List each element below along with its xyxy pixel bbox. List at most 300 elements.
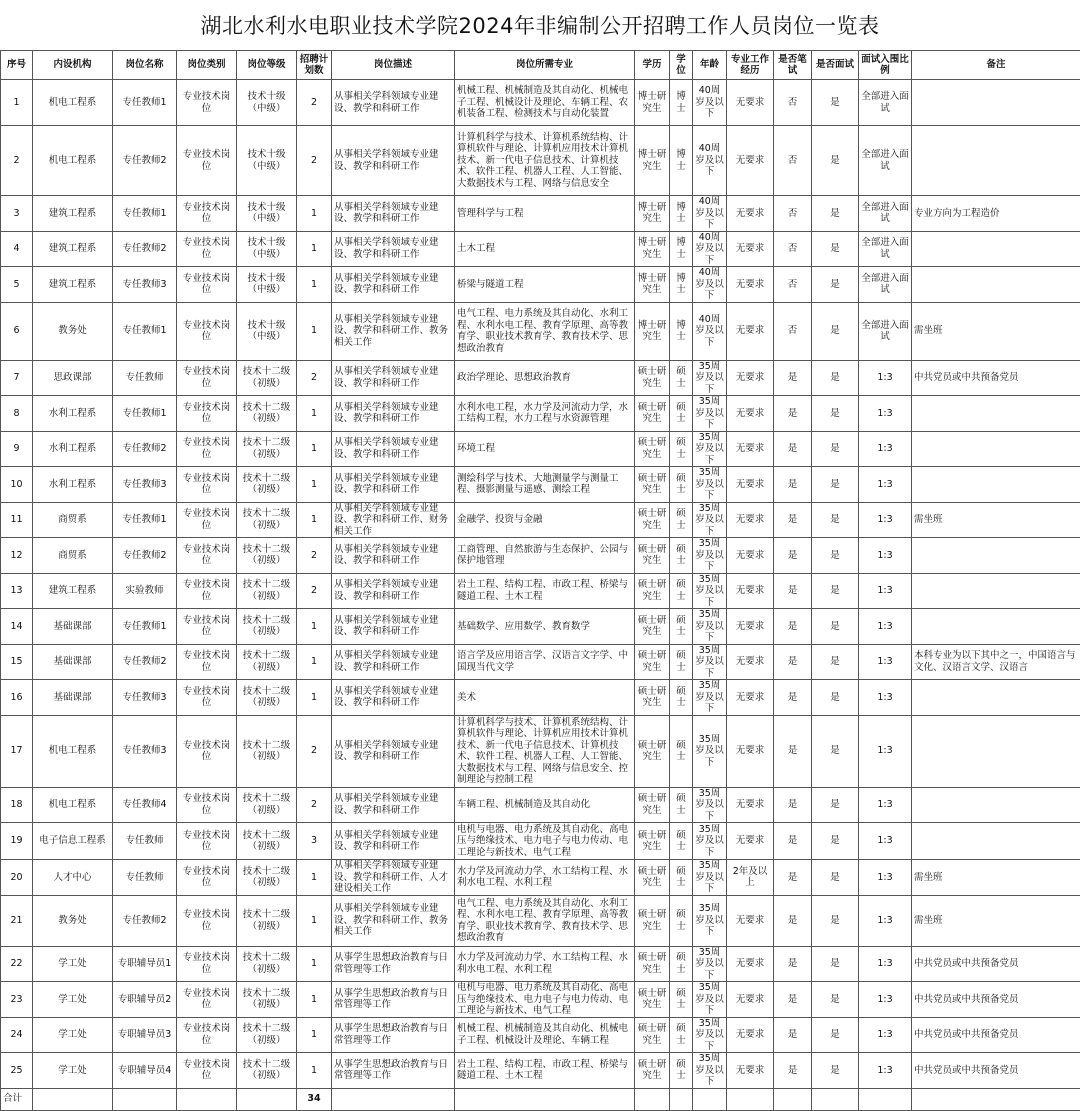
department-cell: 商贸系 xyxy=(33,538,113,574)
position-name-cell: 实验教师 xyxy=(113,573,177,609)
interview-cell: 是 xyxy=(812,360,859,396)
department-cell: 教务处 xyxy=(33,895,113,946)
interview-ratio-cell: 1:3 xyxy=(859,895,912,946)
education-cell: 硕士研究生 xyxy=(635,644,670,680)
position-level-cell: 技术十二级（初级） xyxy=(237,609,297,645)
description-cell: 从事相关学科领域专业建设、教学和科研工作 xyxy=(332,823,455,860)
age-cell: 35周岁及以下 xyxy=(693,431,727,467)
interview-cell: 是 xyxy=(812,1017,859,1053)
department-cell: 水利工程系 xyxy=(33,396,113,432)
interview-ratio-cell: 1:3 xyxy=(859,946,912,982)
total-empty-cell xyxy=(693,1088,727,1110)
position-type-cell: 专业技术岗位 xyxy=(177,1053,237,1089)
education-cell: 硕士研究生 xyxy=(635,715,670,787)
age-cell: 35周岁及以下 xyxy=(693,860,727,896)
majors-cell: 计算机科学与技术、计算机系统结构、计算机软件与理论、计算机应用技术计算机技术、新一代电子信息技术、计算机技术、软件工程、机器人工程、人工智能、大数据技术与工程、网络与信息安全 xyxy=(455,126,635,196)
experience-cell: 无要求 xyxy=(727,715,774,787)
majors-cell: 水力学及河流动力学、水工结构工程、水利水电工程、水利工程 xyxy=(455,860,635,896)
position-name-cell: 专任教师3 xyxy=(113,467,177,503)
interview-ratio-cell: 1:3 xyxy=(859,538,912,574)
experience-cell: 无要求 xyxy=(727,946,774,982)
written-exam-cell: 是 xyxy=(774,1053,812,1089)
written-exam-cell: 是 xyxy=(774,860,812,896)
remarks-cell xyxy=(912,431,1080,467)
position-name-cell: 专任教师 xyxy=(113,823,177,860)
position-name-cell: 专任教师 xyxy=(113,360,177,396)
experience-cell: 无要求 xyxy=(727,1053,774,1089)
table-row xyxy=(1,715,1080,787)
position-level-cell: 技术十级（中级） xyxy=(237,267,297,303)
table-row xyxy=(1,231,1080,267)
position-name-cell: 专职辅导员2 xyxy=(113,982,177,1018)
table-row xyxy=(1,946,1080,982)
interview-ratio-cell: 全部进入面试 xyxy=(859,302,912,360)
position-type-cell: 专业技术岗位 xyxy=(177,360,237,396)
interview-ratio-cell: 1:3 xyxy=(859,680,912,716)
position-name-cell: 专任教师1 xyxy=(113,609,177,645)
department-cell: 建筑工程系 xyxy=(33,196,113,232)
majors-cell: 计算机科学与技术、计算机系统结构、计算机软件与理论、计算机应用技术计算机技术、新一代电子信息技术、计算机技术、软件工程、机器人工程、人工智能、大数据技术与工程、网络与信息安全、控制理论与控制工程 xyxy=(455,715,635,787)
position-type-cell: 专业技术岗位 xyxy=(177,715,237,787)
age-cell: 35周岁及以下 xyxy=(693,467,727,503)
experience-cell: 无要求 xyxy=(727,573,774,609)
majors-cell: 工商管理、自然旅游与生态保护、公园与保护地管理 xyxy=(455,538,635,574)
education-cell: 博士研究生 xyxy=(635,80,670,126)
table-row xyxy=(1,360,1080,396)
total-empty-cell xyxy=(774,1088,812,1110)
experience-cell: 无要求 xyxy=(727,302,774,360)
total-row xyxy=(1,1088,1080,1110)
description-cell: 从事相关学科领域专业建设、教学和科研工作、教务相关工作 xyxy=(332,895,455,946)
majors-cell: 环境工程 xyxy=(455,431,635,467)
degree-cell: 硕士 xyxy=(670,360,693,396)
position-name-cell: 专任教师3 xyxy=(113,680,177,716)
total-empty-cell xyxy=(635,1088,670,1110)
position-type-cell: 专业技术岗位 xyxy=(177,573,237,609)
written-exam-cell: 否 xyxy=(774,126,812,196)
written-exam-cell: 是 xyxy=(774,431,812,467)
age-cell: 35周岁及以下 xyxy=(693,644,727,680)
experience-cell: 无要求 xyxy=(727,895,774,946)
table-row xyxy=(1,396,1080,432)
majors-cell: 电气工程、电力系统及其自动化、水利工程、水利水电工程、教育学原理、高等教育学、职业技术教育学、教育技术学、思想政治教育 xyxy=(455,895,635,946)
education-cell: 硕士研究生 xyxy=(635,609,670,645)
majors-cell: 桥梁与隧道工程 xyxy=(455,267,635,303)
majors-cell: 测绘科学与技术、大地测量学与测量工程、摄影测量与遥感、测绘工程 xyxy=(455,467,635,503)
interview-ratio-cell: 1:3 xyxy=(859,860,912,896)
age-cell: 40周岁及以下 xyxy=(693,196,727,232)
total-empty-cell xyxy=(859,1088,912,1110)
table-row xyxy=(1,267,1080,303)
row-index-cell: 15 xyxy=(1,644,33,680)
row-index-cell: 19 xyxy=(1,823,33,860)
plan-count-cell: 1 xyxy=(297,431,332,467)
position-name-cell: 专任教师4 xyxy=(113,787,177,823)
total-empty-cell xyxy=(912,1088,1080,1110)
written-exam-cell: 否 xyxy=(774,196,812,232)
degree-cell: 硕士 xyxy=(670,1017,693,1053)
total-empty-cell xyxy=(670,1088,693,1110)
experience-cell: 无要求 xyxy=(727,80,774,126)
education-cell: 硕士研究生 xyxy=(635,396,670,432)
col-interview-ratio-header: 面试入围比例 xyxy=(859,51,912,80)
table-row xyxy=(1,680,1080,716)
interview-cell: 是 xyxy=(812,982,859,1018)
total-label: 合计 xyxy=(1,1088,33,1110)
table-row xyxy=(1,982,1080,1018)
experience-cell: 无要求 xyxy=(727,823,774,860)
department-cell: 基础课部 xyxy=(33,609,113,645)
degree-cell: 硕士 xyxy=(670,431,693,467)
row-index-cell: 24 xyxy=(1,1017,33,1053)
degree-cell: 硕士 xyxy=(670,396,693,432)
remarks-cell: 中共党员或中共预备党员 xyxy=(912,982,1080,1018)
majors-cell: 水利水电工程，水力学及河流动力学，水工结构工程，水力工程与水资源管理 xyxy=(455,396,635,432)
position-type-cell: 专业技术岗位 xyxy=(177,1017,237,1053)
plan-count-cell: 1 xyxy=(297,1053,332,1089)
position-type-cell: 专业技术岗位 xyxy=(177,302,237,360)
written-exam-cell: 否 xyxy=(774,267,812,303)
age-cell: 35周岁及以下 xyxy=(693,609,727,645)
interview-ratio-cell: 1:3 xyxy=(859,396,912,432)
interview-cell: 是 xyxy=(812,196,859,232)
majors-cell: 岩土工程、结构工程、市政工程、桥梁与隧道工程、土木工程 xyxy=(455,1053,635,1089)
position-name-cell: 专任教师1 xyxy=(113,502,177,538)
interview-ratio-cell: 1:3 xyxy=(859,573,912,609)
department-cell: 电子信息工程系 xyxy=(33,823,113,860)
experience-cell: 无要求 xyxy=(727,787,774,823)
experience-cell: 无要求 xyxy=(727,982,774,1018)
position-name-cell: 专任教师 xyxy=(113,860,177,896)
degree-cell: 硕士 xyxy=(670,502,693,538)
row-index-cell: 9 xyxy=(1,431,33,467)
remarks-cell xyxy=(912,267,1080,303)
position-level-cell: 技术十二级（初级） xyxy=(237,502,297,538)
majors-cell: 水力学及河流动力学、水工结构工程、水利水电工程、水利工程 xyxy=(455,946,635,982)
description-cell: 从事相关学科领域专业建设、教学和科研工作、财务相关工作 xyxy=(332,502,455,538)
remarks-cell xyxy=(912,396,1080,432)
majors-cell: 电机与电器、电力系统及其自动化、高电压与绝缘技术、电力电子与电力传动、电工理论与新技术、电气工程 xyxy=(455,823,635,860)
written-exam-cell: 是 xyxy=(774,946,812,982)
age-cell: 40周岁及以下 xyxy=(693,231,727,267)
total-empty-cell xyxy=(237,1088,297,1110)
interview-cell: 是 xyxy=(812,431,859,467)
education-cell: 硕士研究生 xyxy=(635,895,670,946)
department-cell: 学工处 xyxy=(33,1017,113,1053)
majors-cell: 管理科学与工程 xyxy=(455,196,635,232)
written-exam-cell: 是 xyxy=(774,502,812,538)
degree-cell: 博士 xyxy=(670,80,693,126)
description-cell: 从事相关学科领域专业建设、教学和科研工作 xyxy=(332,715,455,787)
department-cell: 学工处 xyxy=(33,982,113,1018)
remarks-cell xyxy=(912,609,1080,645)
experience-cell: 无要求 xyxy=(727,609,774,645)
description-cell: 从事学生思想政治教育与日常管理等工作 xyxy=(332,1053,455,1089)
description-cell: 从事相关学科领域专业建设、教学和科研工作 xyxy=(332,467,455,503)
row-index-cell: 14 xyxy=(1,609,33,645)
department-cell: 学工处 xyxy=(33,946,113,982)
majors-cell: 机械工程、机械制造及其自动化、机械电子工程、机械设计及理论、车辆工程、农机装备工程、检测技术与自动化装置 xyxy=(455,80,635,126)
remarks-cell: 本科专业为以下其中之一，中国语言与文化、汉语言文学、汉语言 xyxy=(912,644,1080,680)
department-cell: 思政课部 xyxy=(33,360,113,396)
experience-cell: 无要求 xyxy=(727,231,774,267)
position-type-cell: 专业技术岗位 xyxy=(177,644,237,680)
position-name-cell: 专职辅导员3 xyxy=(113,1017,177,1053)
experience-cell: 无要求 xyxy=(727,360,774,396)
position-name-cell: 专职辅导员1 xyxy=(113,946,177,982)
interview-ratio-cell: 全部进入面试 xyxy=(859,126,912,196)
age-cell: 40周岁及以下 xyxy=(693,80,727,126)
education-cell: 博士研究生 xyxy=(635,196,670,232)
remarks-cell xyxy=(912,467,1080,503)
position-type-cell: 专业技术岗位 xyxy=(177,80,237,126)
description-cell: 从事学生思想政治教育与日常管理等工作 xyxy=(332,1017,455,1053)
experience-cell: 无要求 xyxy=(727,396,774,432)
department-cell: 建筑工程系 xyxy=(33,231,113,267)
department-cell: 学工处 xyxy=(33,1053,113,1089)
experience-cell: 无要求 xyxy=(727,196,774,232)
row-index-cell: 20 xyxy=(1,860,33,896)
education-cell: 硕士研究生 xyxy=(635,680,670,716)
department-cell: 机电工程系 xyxy=(33,715,113,787)
written-exam-cell: 是 xyxy=(774,609,812,645)
plan-count-cell: 2 xyxy=(297,715,332,787)
age-cell: 35周岁及以下 xyxy=(693,1017,727,1053)
department-cell: 建筑工程系 xyxy=(33,573,113,609)
position-name-cell: 专任教师2 xyxy=(113,644,177,680)
written-exam-cell: 是 xyxy=(774,538,812,574)
row-index-cell: 1 xyxy=(1,80,33,126)
remarks-cell xyxy=(912,680,1080,716)
total-empty-cell xyxy=(727,1088,774,1110)
col-index-header: 序号 xyxy=(1,51,33,80)
total-empty-cell xyxy=(177,1088,237,1110)
majors-cell: 土木工程 xyxy=(455,231,635,267)
position-type-cell: 专业技术岗位 xyxy=(177,396,237,432)
remarks-cell: 需坐班 xyxy=(912,502,1080,538)
remarks-cell: 专业方向为工程造价 xyxy=(912,196,1080,232)
degree-cell: 硕士 xyxy=(670,982,693,1018)
position-type-cell: 专业技术岗位 xyxy=(177,267,237,303)
position-level-cell: 技术十级（中级） xyxy=(237,196,297,232)
table-row xyxy=(1,302,1080,360)
plan-count-cell: 1 xyxy=(297,946,332,982)
remarks-cell xyxy=(912,538,1080,574)
table-row xyxy=(1,1017,1080,1053)
plan-count-cell: 1 xyxy=(297,302,332,360)
remarks-cell xyxy=(912,823,1080,860)
description-cell: 从事相关学科领域专业建设、教学和科研工作 xyxy=(332,267,455,303)
interview-ratio-cell: 1:3 xyxy=(859,787,912,823)
experience-cell: 无要求 xyxy=(727,680,774,716)
age-cell: 35周岁及以下 xyxy=(693,787,727,823)
interview-cell: 是 xyxy=(812,1053,859,1089)
interview-cell: 是 xyxy=(812,609,859,645)
majors-cell: 机械工程、机械制造及其自动化、机械电子工程、机械设计及理论、车辆工程 xyxy=(455,1017,635,1053)
position-level-cell: 技术十级（中级） xyxy=(237,302,297,360)
position-level-cell: 技术十二级（初级） xyxy=(237,396,297,432)
row-index-cell: 3 xyxy=(1,196,33,232)
table-row xyxy=(1,196,1080,232)
degree-cell: 硕士 xyxy=(670,680,693,716)
row-index-cell: 10 xyxy=(1,467,33,503)
interview-ratio-cell: 1:3 xyxy=(859,502,912,538)
interview-cell: 是 xyxy=(812,895,859,946)
position-type-cell: 专业技术岗位 xyxy=(177,680,237,716)
interview-ratio-cell: 1:3 xyxy=(859,644,912,680)
age-cell: 35周岁及以下 xyxy=(693,360,727,396)
plan-count-cell: 1 xyxy=(297,267,332,303)
department-cell: 水利工程系 xyxy=(33,431,113,467)
description-cell: 从事相关学科领域专业建设、教学和科研工作 xyxy=(332,231,455,267)
interview-cell: 是 xyxy=(812,787,859,823)
col-position-level-header: 岗位等级 xyxy=(237,51,297,80)
degree-cell: 硕士 xyxy=(670,1053,693,1089)
experience-cell: 无要求 xyxy=(727,644,774,680)
description-cell: 从事相关学科领域专业建设、教学和科研工作 xyxy=(332,431,455,467)
position-level-cell: 技术十二级（初级） xyxy=(237,1017,297,1053)
position-name-cell: 专任教师3 xyxy=(113,267,177,303)
interview-ratio-cell: 1:3 xyxy=(859,431,912,467)
education-cell: 硕士研究生 xyxy=(635,573,670,609)
interview-cell: 是 xyxy=(812,396,859,432)
position-name-cell: 专任教师2 xyxy=(113,431,177,467)
row-index-cell: 8 xyxy=(1,396,33,432)
description-cell: 从事相关学科领域专业建设、教学和科研工作 xyxy=(332,680,455,716)
interview-ratio-cell: 全部进入面试 xyxy=(859,267,912,303)
page-title: 湖北水利水电职业技术学院2024年非编制公开招聘工作人员岗位一览表 xyxy=(0,0,1080,50)
position-level-cell: 技术十二级（初级） xyxy=(237,467,297,503)
written-exam-cell: 是 xyxy=(774,467,812,503)
written-exam-cell: 是 xyxy=(774,1017,812,1053)
majors-cell: 电气工程、电力系统及其自动化、水利工程、水利水电工程、教育学原理、高等教育学、职业技术教育学、教育技术学、思想政治教育 xyxy=(455,302,635,360)
experience-cell: 无要求 xyxy=(727,126,774,196)
row-index-cell: 21 xyxy=(1,895,33,946)
interview-cell: 是 xyxy=(812,823,859,860)
description-cell: 从事学生思想政治教育与日常管理等工作 xyxy=(332,982,455,1018)
interview-ratio-cell: 1:3 xyxy=(859,360,912,396)
position-level-cell: 技术十二级（初级） xyxy=(237,715,297,787)
plan-count-cell: 1 xyxy=(297,231,332,267)
row-index-cell: 17 xyxy=(1,715,33,787)
plan-count-cell: 1 xyxy=(297,396,332,432)
position-type-cell: 专业技术岗位 xyxy=(177,787,237,823)
total-count: 34 xyxy=(297,1088,332,1110)
education-cell: 硕士研究生 xyxy=(635,982,670,1018)
position-level-cell: 技术十二级（初级） xyxy=(237,982,297,1018)
education-cell: 硕士研究生 xyxy=(635,860,670,896)
written-exam-cell: 是 xyxy=(774,787,812,823)
remarks-cell xyxy=(912,80,1080,126)
department-cell: 人才中心 xyxy=(33,860,113,896)
col-department-header: 内设机构 xyxy=(33,51,113,80)
total-empty-cell xyxy=(113,1088,177,1110)
table-row xyxy=(1,538,1080,574)
col-education-header: 学历 xyxy=(635,51,670,80)
education-cell: 博士研究生 xyxy=(635,267,670,303)
position-name-cell: 专任教师3 xyxy=(113,715,177,787)
department-cell: 教务处 xyxy=(33,302,113,360)
majors-cell: 金融学、投资与金融 xyxy=(455,502,635,538)
position-type-cell: 专业技术岗位 xyxy=(177,467,237,503)
position-type-cell: 专业技术岗位 xyxy=(177,946,237,982)
remarks-cell xyxy=(912,231,1080,267)
description-cell: 从事相关学科领域专业建设、教学和科研工作、教务相关工作 xyxy=(332,302,455,360)
remarks-cell xyxy=(912,573,1080,609)
interview-cell: 是 xyxy=(812,502,859,538)
education-cell: 博士研究生 xyxy=(635,302,670,360)
row-index-cell: 16 xyxy=(1,680,33,716)
description-cell: 从事学生思想政治教育与日常管理等工作 xyxy=(332,946,455,982)
position-type-cell: 专业技术岗位 xyxy=(177,538,237,574)
table-row xyxy=(1,573,1080,609)
degree-cell: 硕士 xyxy=(670,644,693,680)
total-empty-cell xyxy=(332,1088,455,1110)
plan-count-cell: 1 xyxy=(297,680,332,716)
position-level-cell: 技术十二级（初级） xyxy=(237,431,297,467)
position-level-cell: 技术十二级（初级） xyxy=(237,680,297,716)
col-plan-count-header: 招聘计划数 xyxy=(297,51,332,80)
position-level-cell: 技术十二级（初级） xyxy=(237,895,297,946)
remarks-cell: 需坐班 xyxy=(912,895,1080,946)
age-cell: 35周岁及以下 xyxy=(693,982,727,1018)
total-empty-cell xyxy=(812,1088,859,1110)
position-type-cell: 专业技术岗位 xyxy=(177,823,237,860)
remarks-cell: 中共党员或中共预备党员 xyxy=(912,360,1080,396)
experience-cell: 无要求 xyxy=(727,467,774,503)
experience-cell: 无要求 xyxy=(727,538,774,574)
plan-count-cell: 1 xyxy=(297,644,332,680)
education-cell: 博士研究生 xyxy=(635,231,670,267)
age-cell: 35周岁及以下 xyxy=(693,895,727,946)
table-row xyxy=(1,431,1080,467)
position-level-cell: 技术十二级（初级） xyxy=(237,538,297,574)
interview-ratio-cell: 1:3 xyxy=(859,823,912,860)
table-row xyxy=(1,787,1080,823)
position-name-cell: 专任教师2 xyxy=(113,231,177,267)
interview-ratio-cell: 全部进入面试 xyxy=(859,80,912,126)
position-name-cell: 专任教师1 xyxy=(113,80,177,126)
interview-cell: 是 xyxy=(812,715,859,787)
degree-cell: 博士 xyxy=(670,267,693,303)
degree-cell: 硕士 xyxy=(670,946,693,982)
department-cell: 机电工程系 xyxy=(33,787,113,823)
row-index-cell: 22 xyxy=(1,946,33,982)
age-cell: 35周岁及以下 xyxy=(693,823,727,860)
interview-cell: 是 xyxy=(812,680,859,716)
position-type-cell: 专业技术岗位 xyxy=(177,231,237,267)
education-cell: 博士研究生 xyxy=(635,126,670,196)
majors-cell: 语言学及应用语言学、汉语言文字学、中国现当代文学 xyxy=(455,644,635,680)
position-level-cell: 技术十二级（初级） xyxy=(237,787,297,823)
interview-ratio-cell: 1:3 xyxy=(859,467,912,503)
degree-cell: 硕士 xyxy=(670,538,693,574)
interview-cell: 是 xyxy=(812,231,859,267)
written-exam-cell: 是 xyxy=(774,982,812,1018)
table-row xyxy=(1,80,1080,126)
department-cell: 基础课部 xyxy=(33,644,113,680)
age-cell: 35周岁及以下 xyxy=(693,680,727,716)
total-empty-cell xyxy=(455,1088,635,1110)
interview-ratio-cell: 1:3 xyxy=(859,982,912,1018)
age-cell: 35周岁及以下 xyxy=(693,538,727,574)
table-row xyxy=(1,644,1080,680)
row-index-cell: 23 xyxy=(1,982,33,1018)
written-exam-cell: 是 xyxy=(774,360,812,396)
remarks-cell xyxy=(912,787,1080,823)
education-cell: 硕士研究生 xyxy=(635,538,670,574)
education-cell: 硕士研究生 xyxy=(635,787,670,823)
